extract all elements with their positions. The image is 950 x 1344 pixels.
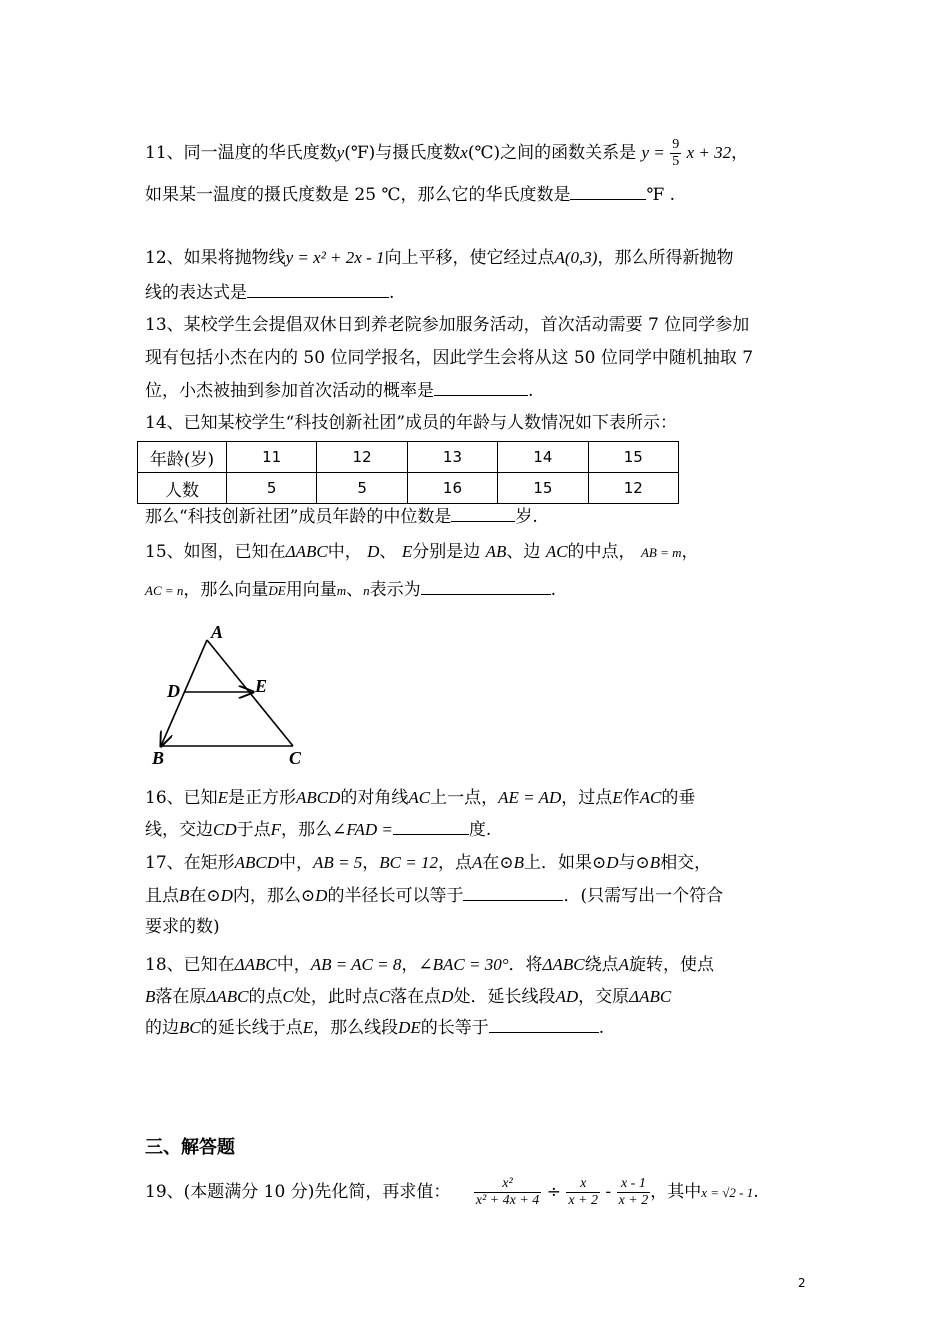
q16-e2: E — [612, 788, 623, 807]
q16-line2 — [145, 818, 491, 842]
q15-ac: AC — [545, 542, 568, 561]
q18-text-h: 处，此时点 — [293, 987, 379, 1007]
q17-text-d: 在 — [482, 853, 500, 873]
q12-text-b: 向上平移，使它经过点 — [384, 248, 555, 268]
q15-line2 — [145, 578, 556, 603]
q18-text-d: 绕点 — [584, 955, 619, 975]
q11-text-c: 之间的函数关系是 — [500, 143, 637, 163]
q18-text-n: ，那么线段 — [313, 1018, 399, 1038]
q18-text-f: 落在原 — [155, 987, 207, 1007]
q13-line1: 13、某校学生会提倡双休日到养老院参加服务活动，首次活动需要 7 位同学参加 — [145, 315, 750, 335]
q19-minus: - — [605, 1182, 612, 1202]
q11-frac-num: 9 — [672, 137, 680, 152]
q18-text-l: 的边 — [145, 1018, 179, 1038]
q19-f3-num: x - 1 — [620, 1176, 646, 1191]
q15-text-b: 中， — [327, 542, 362, 562]
q17-text-a: 17、在矩形 — [145, 853, 235, 873]
q18-angle: ∠BAC = 30° — [418, 955, 509, 974]
table-cell: 12 — [588, 473, 678, 504]
q15-e: E — [401, 542, 413, 561]
q16-ae-ad: AE = AD — [498, 788, 562, 807]
q11-var-y: y — [336, 143, 345, 162]
q15-sep2: 、 — [346, 580, 364, 600]
q12-answer-blank[interactable] — [247, 281, 389, 298]
q16-answer-blank[interactable] — [393, 818, 469, 835]
q19-fraction-2 — [566, 1176, 600, 1209]
q11-frac-den: 5 — [672, 154, 680, 169]
q15-sep: 、 — [379, 542, 397, 562]
q15-text-c: 分别是边 — [412, 542, 481, 562]
q17-circle-d: ⊙D — [592, 853, 619, 872]
q14-line2 — [145, 505, 538, 529]
q12-line2 — [145, 281, 394, 305]
table-cell: 16 — [407, 473, 497, 504]
q11-formula-lhs: y = — [641, 143, 665, 162]
q11-text-b: 与摄氏度数 — [375, 143, 461, 163]
q19-f2-num: x — [580, 1176, 587, 1191]
label-e: E — [255, 676, 268, 696]
q19-fraction-3 — [617, 1176, 651, 1209]
q18-answer-blank[interactable] — [489, 1016, 599, 1033]
q11-answer-blank[interactable] — [570, 183, 646, 200]
q11-text-d: 如果某一温度的摄氏度数是 25 ℃，那么它的华氏度数是 — [145, 185, 571, 205]
q12-text-c: ，那么所得新抛物 — [597, 248, 734, 268]
q17-text-c: ，点 — [437, 853, 472, 873]
q17-bc: BC = 12 — [379, 853, 438, 872]
q11-comma: ， — [731, 143, 749, 163]
q17-line3: 要求的数) — [145, 917, 220, 937]
q18-text-o: 的长等于 — [420, 1018, 489, 1038]
table-header-age: 年龄(岁) — [138, 442, 227, 473]
q13-line2: 现有包括小杰在内的 50 位同学报名，因此学生会将从这 50 位同学中随机抽取 7 — [145, 348, 754, 368]
q16-text-h: 线，交边 — [145, 820, 213, 840]
q16-cd: CD — [213, 820, 237, 839]
q19-f1-den: x² + 4x + 4 — [475, 1193, 540, 1208]
q16-text-a: 16、已知 — [145, 788, 218, 808]
q19-div: ÷ — [546, 1182, 561, 1202]
q16-abcd: ABCD — [296, 788, 341, 807]
q18-text-b: 中， — [276, 955, 311, 975]
q17-text-k: 的半径长可以等于 — [327, 886, 464, 906]
q14-text-a: 那么“科技创新社团”成员年龄的中位数是 — [145, 507, 452, 527]
q17-text-j: 内，那么 — [232, 886, 301, 906]
q18-e: E — [302, 1018, 314, 1037]
q11-unit-f: (℉) — [344, 143, 376, 163]
q18-ad: AD — [555, 987, 579, 1006]
q16-text-g: 的垂 — [661, 788, 696, 808]
q18-text-g: 的点 — [248, 987, 283, 1007]
q17-text-g: 相交， — [660, 853, 712, 873]
q15-text-i: . — [550, 580, 557, 600]
q16-text-e: ，过点 — [561, 788, 613, 808]
q16-line1 — [145, 786, 695, 810]
q19-text-a: 19、(本题满分 10 分)先化简，再求值： — [145, 1182, 451, 1202]
q17-text-h: 且点 — [145, 886, 179, 906]
q18-comma: ， — [401, 955, 419, 975]
q19-condition: x = √2 - 1 — [701, 1185, 754, 1200]
q15-tri: ΔABC — [285, 542, 328, 561]
q13-line3 — [145, 379, 533, 403]
q12-text-e: . — [389, 283, 395, 303]
q17-text-e: 上．如果 — [524, 853, 593, 873]
q16-text-d: 上一点， — [430, 788, 499, 808]
table-cell: 15 — [588, 442, 678, 473]
q14-line1: 14、已知某校学生“科技创新社团”成员的年龄与人数情况如下表所示： — [145, 413, 678, 433]
q16-ac2: AC — [639, 788, 662, 807]
q11-text-a: 11、同一温度的华氏度数 — [145, 143, 337, 163]
q17-line2 — [145, 884, 723, 908]
q19-f3-den: x + 2 — [618, 1193, 649, 1208]
table-cell: 15 — [498, 473, 588, 504]
q15-m: m — [336, 583, 347, 598]
q19-text-b: ，其中 — [650, 1182, 702, 1202]
q15-ab-eq: AB = m — [640, 545, 682, 560]
q18-line2 — [145, 985, 671, 1009]
q17-circle-d2: ⊙D — [206, 886, 233, 905]
table-cell: 5 — [317, 473, 407, 504]
q13-text-a: 位，小杰被抽到参加首次活动的概率是 — [145, 381, 434, 401]
q18-de: DE — [398, 1018, 421, 1037]
q15-d: D — [367, 542, 380, 561]
q18-tri3: ΔABC — [206, 987, 249, 1006]
q15-text-d: 、边 — [506, 542, 541, 562]
triangle-figure — [145, 622, 325, 772]
q16-text-c: 的对角线 — [340, 788, 409, 808]
q15-text-f: ，那么向量 — [183, 580, 269, 600]
q16-text-f: 作 — [622, 788, 640, 808]
table-cell: 12 — [317, 442, 407, 473]
q19-line — [145, 1176, 759, 1209]
age-table — [137, 441, 679, 504]
q19-fraction-1 — [474, 1176, 542, 1209]
q17-circle-b2: ⊙B — [635, 853, 661, 872]
table-cell: 11 — [227, 442, 317, 473]
q17-text-b: 中， — [279, 853, 314, 873]
q15-ac-eq: AC = n — [145, 583, 184, 598]
q16-text-b: 是正方形 — [228, 788, 297, 808]
q14-text-b: 岁. — [515, 507, 538, 527]
q17-text-i: 在 — [189, 886, 207, 906]
q18-text-m: 的延长线于点 — [200, 1018, 303, 1038]
q12-formula: y = x² + 2x - 1 — [285, 248, 385, 267]
q15-answer-blank[interactable] — [421, 578, 551, 595]
table-header-count: 人数 — [138, 473, 227, 504]
q18-text-j: 处．延长线段 — [453, 987, 556, 1007]
q17-text-l: ．(只需写出一个符合 — [563, 886, 724, 906]
q17-text-f: 与 — [618, 853, 636, 873]
page-number: 2 — [798, 1276, 806, 1290]
q11-unit-c: (℃) — [467, 143, 501, 163]
table-cell: 5 — [227, 473, 317, 504]
q13-text-b: . — [528, 381, 534, 401]
label-a: A — [211, 622, 224, 642]
q18-c: C — [282, 987, 294, 1006]
table-row — [138, 473, 679, 504]
q15-vector-de: $\overline{DE}$ — [268, 583, 286, 598]
q18-d: D — [441, 987, 454, 1006]
q11-text-e: ℉ . — [646, 185, 676, 205]
q17-answer-blank[interactable] — [463, 884, 563, 901]
q16-f: F — [270, 820, 282, 839]
q15-text-e: 的中点， — [567, 542, 636, 562]
q17-a: A — [471, 853, 483, 872]
label-c: C — [289, 748, 302, 768]
q18-text-e: 旋转，使点 — [628, 955, 714, 975]
q19-f1-num: x² — [502, 1176, 513, 1191]
q19-end: . — [753, 1182, 759, 1202]
q12-text-d: 线的表达式是 — [145, 283, 247, 303]
q19-f2-den: x + 2 — [568, 1193, 599, 1208]
q16-text-k: 度. — [468, 820, 492, 840]
q17-ab: AB = 5 — [313, 853, 363, 872]
q11-line2 — [145, 183, 675, 207]
q12-line1 — [145, 246, 733, 270]
q17-comma: ， — [362, 853, 380, 873]
q18-tri4: ΔABC — [629, 987, 672, 1006]
table-cell: 14 — [498, 442, 588, 473]
q15-text-g: 用向量 — [285, 580, 337, 600]
side-ac — [207, 640, 293, 746]
table-cell: 13 — [407, 442, 497, 473]
q18-line1 — [145, 953, 714, 977]
q18-text-c: ．将 — [508, 955, 543, 975]
q15-text-a: 15、如图，已知在 — [145, 542, 286, 562]
q18-text-p: . — [598, 1018, 605, 1038]
q11-var-x: x — [460, 143, 468, 162]
q16-text-i: 于点 — [236, 820, 271, 840]
label-b: B — [152, 748, 165, 768]
q18-text-i: 落在点 — [390, 987, 442, 1007]
q12-text-a: 12、如果将抛物线 — [145, 248, 286, 268]
q15-n: n — [363, 583, 370, 598]
q16-text-j: ，那么 — [281, 820, 333, 840]
q18-c2: C — [378, 987, 391, 1006]
q11-fraction — [670, 137, 681, 170]
q11-formula-rhs: x + 32 — [686, 143, 732, 162]
q18-tri: ΔABC — [234, 955, 277, 974]
q18-a: A — [618, 955, 629, 974]
q18-text-k: ，交原 — [578, 987, 630, 1007]
q17-abcd: ABCD — [234, 853, 280, 872]
q17-circle-d3: ⊙D — [300, 886, 328, 905]
table-row — [138, 442, 679, 473]
q11-line1 — [145, 137, 748, 170]
q18-tri2: ΔABC — [542, 955, 585, 974]
q16-e: E — [217, 788, 229, 807]
q17-circle-b: ⊙B — [499, 853, 525, 872]
q18-abac: AB = AC = 8 — [310, 955, 402, 974]
q17-b: B — [179, 886, 190, 905]
q18-text-a: 18、已知在 — [145, 955, 235, 975]
q14-answer-blank[interactable] — [451, 505, 515, 522]
q15-ab: AB — [485, 542, 507, 561]
label-d: D — [167, 681, 180, 701]
q18-line3 — [145, 1016, 604, 1040]
section-title: 三、解答题 — [145, 1137, 235, 1158]
q16-ac: AC — [408, 788, 431, 807]
q16-angle: ∠FAD = — [332, 820, 393, 839]
q15-text-h: 表示为 — [369, 580, 421, 600]
q15-comma: ， — [681, 542, 699, 562]
q18-b: B — [145, 987, 156, 1006]
q13-answer-blank[interactable] — [434, 379, 528, 396]
q18-bc: BC — [179, 1018, 201, 1037]
q12-point: A(0,3) — [554, 248, 598, 267]
q15-line1 — [145, 540, 699, 565]
q17-line1 — [145, 851, 711, 875]
